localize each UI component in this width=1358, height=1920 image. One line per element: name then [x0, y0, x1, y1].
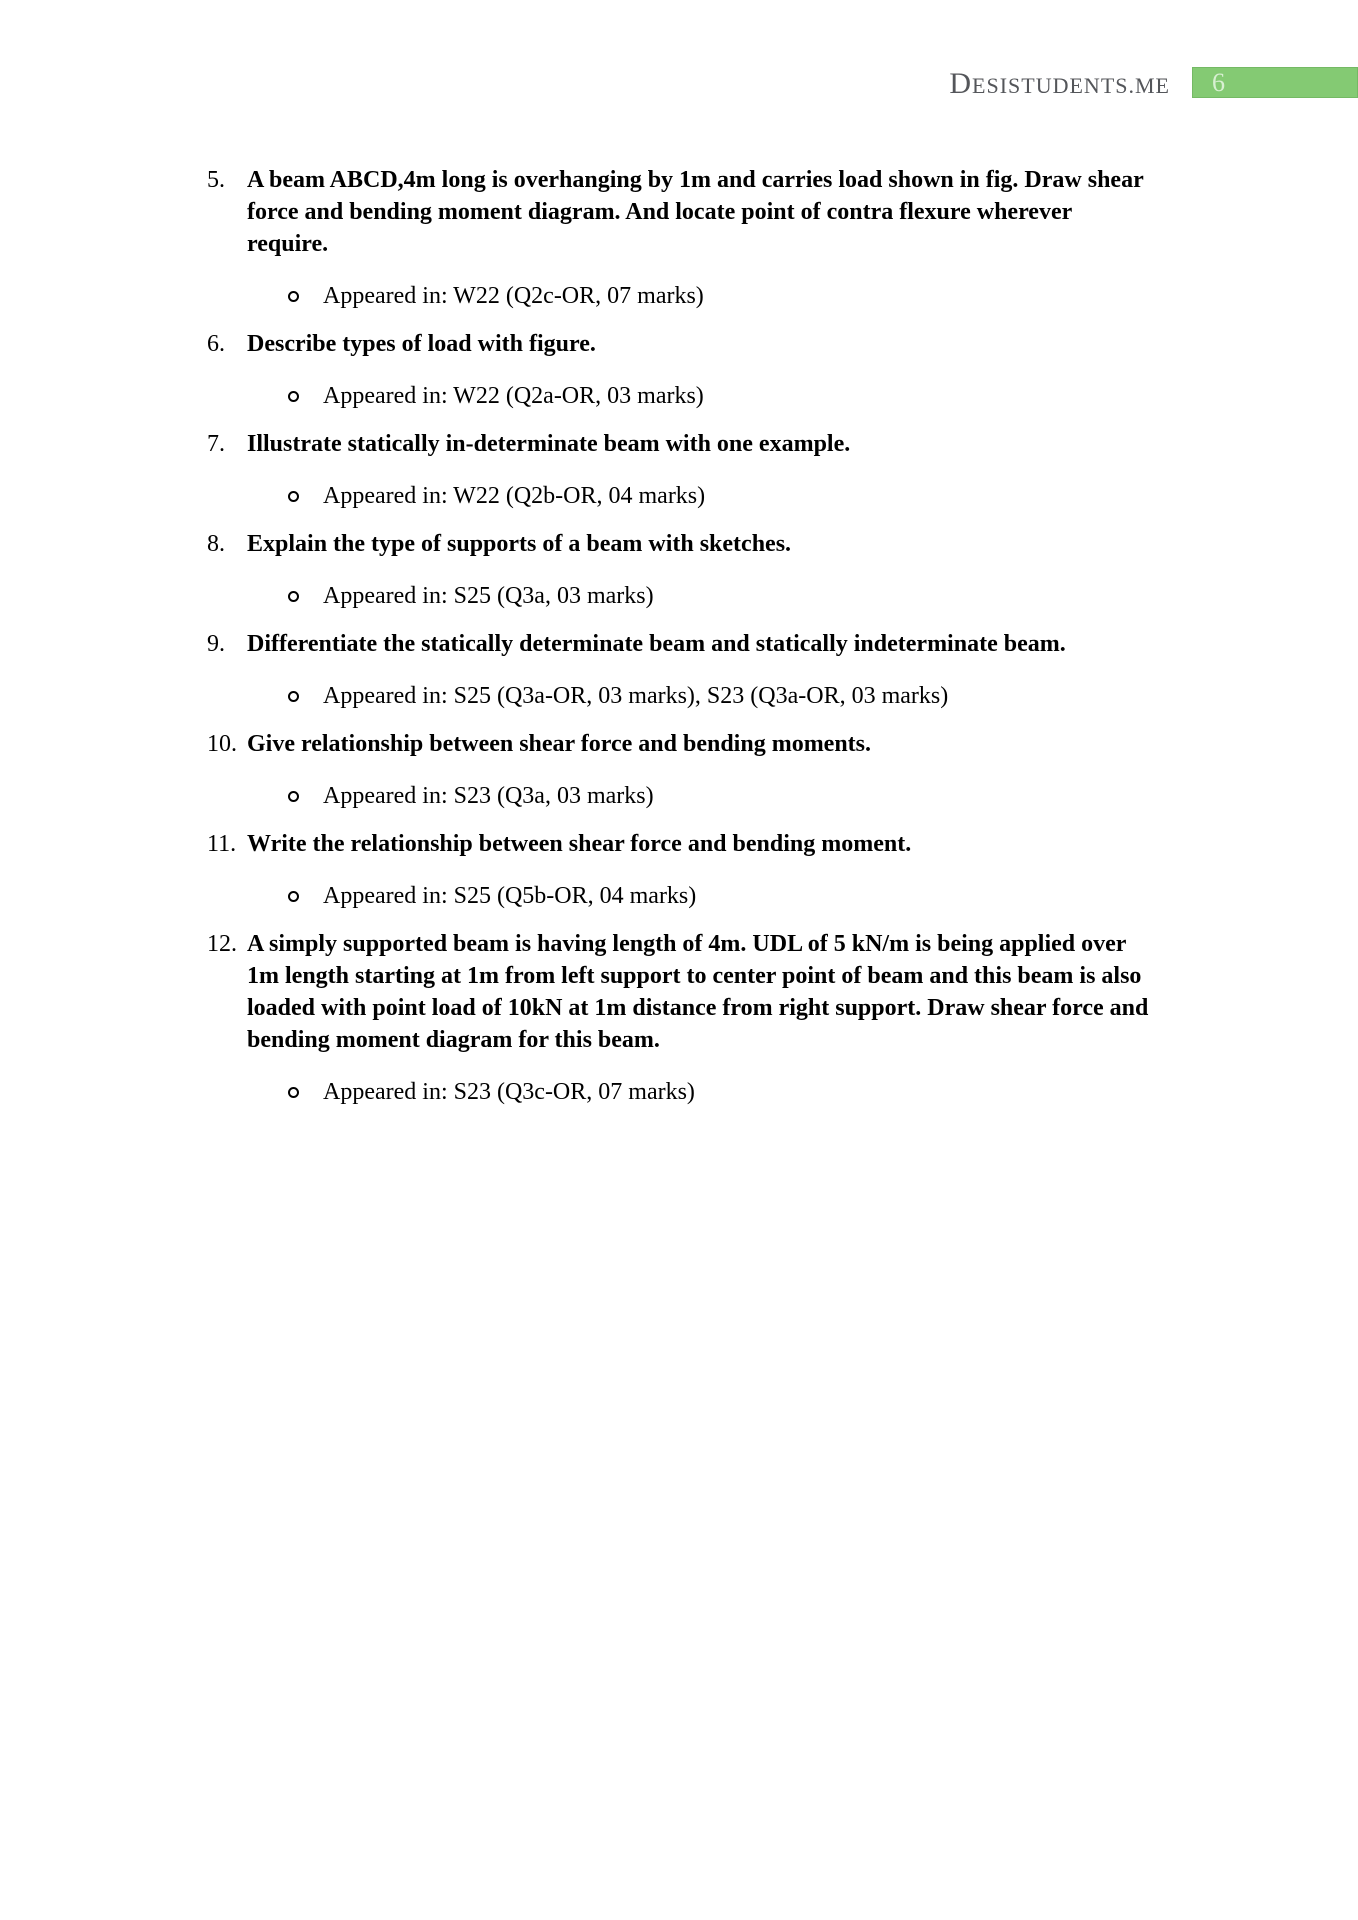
circle-bullet-icon — [288, 891, 299, 902]
circle-bullet-icon — [288, 491, 299, 502]
question-text-line: Write the relationship between shear force and bending moment. — [247, 831, 912, 857]
appeared-in-line — [207, 480, 1257, 512]
question-number: 12. — [207, 931, 237, 957]
page-number-badge — [1192, 67, 1358, 98]
question-number: 8. — [207, 531, 225, 557]
question-text-line: Give relationship between shear force and bending moments. — [247, 731, 872, 757]
question-text-line: Illustrate statically in-determinate beam with one example. — [247, 431, 851, 457]
question-item — [207, 164, 1257, 260]
question-item — [207, 528, 1257, 560]
circle-bullet-icon — [288, 591, 299, 602]
appeared-in-line — [207, 380, 1257, 412]
question-number: 6. — [207, 331, 225, 357]
question-number: 7. — [207, 431, 225, 457]
appeared-in-text: Appeared in: S25 (Q3a-OR, 03 marks), S23 (Q3a-OR, 03 marks) — [323, 683, 949, 709]
question-text — [247, 728, 1257, 760]
page-number: 6 — [1212, 68, 1225, 97]
question-item — [207, 828, 1257, 860]
circle-bullet-icon — [288, 691, 299, 702]
question-list — [207, 164, 1257, 1124]
question-item — [207, 928, 1257, 1056]
question-text-line: A simply supported beam is having length of 4m. UDL of 5 kN/m is being applied over — [247, 931, 1127, 957]
question-number: 9. — [207, 631, 225, 657]
question-number: 5. — [207, 167, 225, 193]
appeared-in-line — [207, 280, 1257, 312]
question-text-line: loaded with point load of 10kN at 1m distance from right support. Draw shear force and — [247, 995, 1149, 1021]
site-title: DESISTUDENTS.ME — [949, 67, 1170, 100]
question-text — [247, 628, 1257, 660]
question-text — [247, 928, 1257, 1056]
appeared-in-text: Appeared in: S23 (Q3a, 03 marks) — [323, 783, 654, 809]
appeared-in-line — [207, 680, 1257, 712]
question-text-line: Describe types of load with figure. — [247, 331, 596, 357]
question-item — [207, 328, 1257, 360]
circle-bullet-icon — [288, 1087, 299, 1098]
question-text — [247, 164, 1257, 260]
question-item — [207, 728, 1257, 760]
question-text-line: Differentiate the statically determinate beam and statically indeterminate beam. — [247, 631, 1066, 657]
question-text — [247, 528, 1257, 560]
appeared-in-line — [207, 580, 1257, 612]
question-text-line: force and bending moment diagram. And locate point of contra flexure wherever — [247, 199, 1073, 225]
question-number: 10. — [207, 731, 237, 757]
question-text — [247, 328, 1257, 360]
appeared-in-text: Appeared in: S25 (Q5b-OR, 04 marks) — [323, 883, 697, 909]
appeared-in-text: Appeared in: W22 (Q2b-OR, 04 marks) — [323, 483, 706, 509]
question-number: 11. — [207, 831, 237, 857]
question-text — [247, 828, 1257, 860]
appeared-in-text: Appeared in: W22 (Q2a-OR, 03 marks) — [323, 383, 704, 409]
circle-bullet-icon — [288, 391, 299, 402]
appeared-in-line — [207, 1076, 1257, 1108]
circle-bullet-icon — [288, 791, 299, 802]
appeared-in-text: Appeared in: S25 (Q3a, 03 marks) — [323, 583, 654, 609]
appeared-in-line — [207, 780, 1257, 812]
question-item — [207, 428, 1257, 460]
question-text-line: bending moment diagram for this beam. — [247, 1027, 660, 1053]
circle-bullet-icon — [288, 291, 299, 302]
question-item — [207, 628, 1257, 660]
question-text-line: A beam ABCD,4m long is overhanging by 1m and carries load shown in fig. Draw shear — [247, 167, 1144, 193]
appeared-in-text: Appeared in: S23 (Q3c-OR, 07 marks) — [323, 1079, 695, 1105]
question-text-line: require. — [247, 231, 329, 257]
question-text — [247, 428, 1257, 460]
appeared-in-text: Appeared in: W22 (Q2c-OR, 07 marks) — [323, 283, 704, 309]
question-text-line: 1m length starting at 1m from left support to center point of beam and this beam is also — [247, 963, 1142, 989]
question-text-line: Explain the type of supports of a beam with sketches. — [247, 531, 792, 557]
appeared-in-line — [207, 880, 1257, 912]
